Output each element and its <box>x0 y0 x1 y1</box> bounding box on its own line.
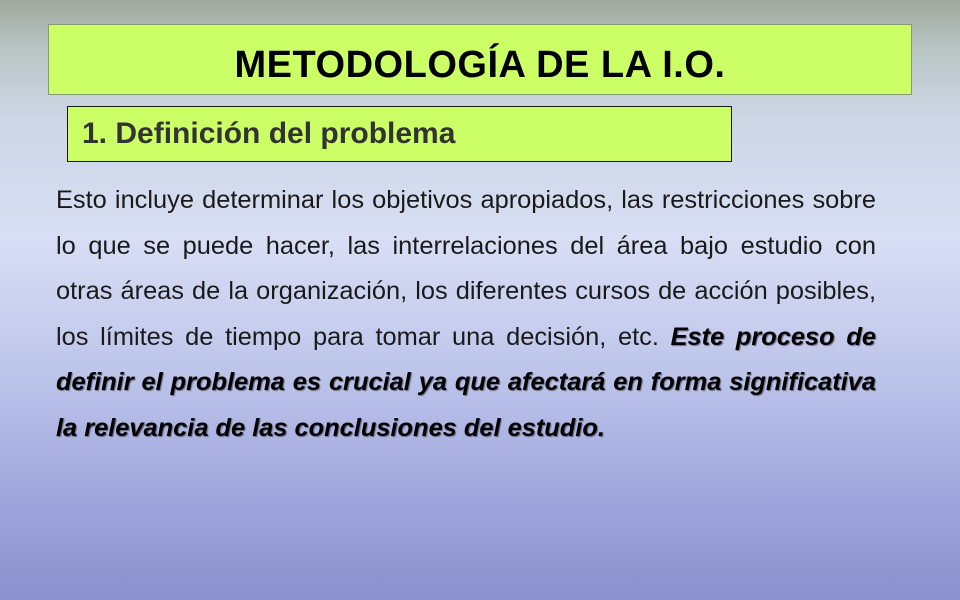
slide-title: METODOLOGÍA DE LA I.O. <box>234 44 726 86</box>
subtitle-box <box>67 106 732 162</box>
title-box <box>48 24 912 95</box>
body-paragraph <box>56 178 876 451</box>
slide-subtitle: 1. Definición del problema <box>82 117 456 150</box>
body-plain-text: Esto incluye determinar los objetivos apropiados, las restricciones sobre lo que se puede hacer, las interrelaciones del área bajo estudio con otras áreas de la organización, los diferentes cursos de acción posibles, los límites de tiempo para tomar una decisión, etc. <box>56 186 876 351</box>
body-emphasis-text: Este proceso de definir el problema es crucial ya que afectará en forma significativa la relevancia de las conclusiones del estudio. <box>56 322 876 442</box>
